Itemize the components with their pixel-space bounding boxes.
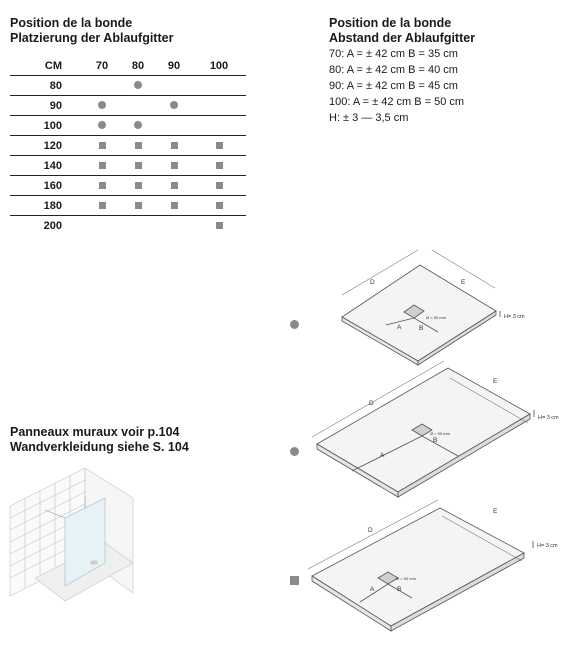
label-e: E (493, 378, 498, 385)
left-title-line2: Platzierung der Ablaufgitter (10, 31, 174, 45)
square-icon (171, 162, 178, 169)
right-title-line2: Abstand der Ablaufgitter (329, 31, 476, 45)
square-icon (216, 162, 223, 169)
square-icon (99, 202, 106, 209)
label-d: D (368, 527, 373, 534)
table-body (10, 76, 246, 236)
row-label: 90 (10, 96, 84, 116)
spec-70: 70: A = ± 42 cm B = 35 cm (329, 48, 458, 60)
table-cell (120, 116, 156, 136)
square-icon (216, 142, 223, 149)
label-e: E (493, 508, 498, 515)
table-cell (120, 196, 156, 216)
spec-80: 80: A = ± 42 cm B = 40 cm (329, 64, 458, 76)
panels-note-line2: Wandverkleidung siehe S. 104 (10, 440, 189, 454)
row-label: 100 (10, 116, 84, 136)
table-cell (192, 156, 246, 176)
table-cell (84, 176, 120, 196)
label-a: A (380, 452, 385, 459)
left-title-line1: Position de la bonde (10, 16, 133, 30)
placement-table (10, 56, 246, 235)
table-cell (120, 96, 156, 116)
table-cell (192, 216, 246, 236)
right-title-line1: Position de la bonde (329, 16, 452, 30)
square-icon (135, 182, 142, 189)
label-b: B (433, 437, 438, 444)
table-row (10, 156, 246, 176)
label-a: A (397, 324, 402, 331)
square-icon (135, 142, 142, 149)
row-label: 120 (10, 136, 84, 156)
legend-dot-icon (290, 320, 299, 329)
dot-icon (134, 81, 142, 89)
spec-90: 90: A = ± 42 cm B = 45 cm (329, 80, 458, 92)
label-drain: Ø = 90 mm (430, 431, 450, 436)
table-row (10, 116, 246, 136)
dot-icon (98, 121, 106, 129)
label-height: H= 3 cm (504, 314, 525, 320)
square-icon (171, 202, 178, 209)
row-label: 80 (10, 76, 84, 96)
row-label: 140 (10, 156, 84, 176)
table-row (10, 136, 246, 156)
table-cell (120, 156, 156, 176)
table-cell (192, 176, 246, 196)
table-header-row (10, 56, 246, 76)
legend-square-icon (290, 576, 299, 585)
table-row (10, 76, 246, 96)
table-cell (156, 96, 192, 116)
table-cell (156, 156, 192, 176)
table-cell (84, 116, 120, 136)
table-row (10, 176, 246, 196)
square-icon (216, 202, 223, 209)
table-row (10, 216, 246, 236)
dot-icon (98, 101, 106, 109)
table-cell (192, 76, 246, 96)
left-title (10, 16, 173, 46)
table-cell (156, 76, 192, 96)
spec-100: 100: A = ± 42 cm B = 50 cm (329, 96, 465, 108)
table-corner: CM (10, 56, 84, 76)
table-cell (156, 216, 192, 236)
square-icon (135, 202, 142, 209)
table-cell (84, 196, 120, 216)
label-d: D (370, 279, 375, 286)
label-height: H= 3 cm (538, 415, 559, 421)
table-cell (156, 196, 192, 216)
square-icon (99, 182, 106, 189)
row-label: 200 (10, 216, 84, 236)
table-cell (192, 96, 246, 116)
table-row (10, 96, 246, 116)
table-cell (84, 136, 120, 156)
row-label: 180 (10, 196, 84, 216)
tray-diagrams (300, 250, 583, 646)
column-header: 100 (192, 56, 246, 76)
table-cell (84, 156, 120, 176)
table-cell (192, 196, 246, 216)
column-header: 80 (120, 56, 156, 76)
legend-dot-icon (290, 447, 299, 456)
table-cell (120, 176, 156, 196)
row-label: 160 (10, 176, 84, 196)
label-drain: Ø = 90 mm (426, 315, 446, 320)
spec-list (329, 46, 475, 126)
label-e: E (461, 279, 466, 286)
dot-icon (134, 121, 142, 129)
square-icon (216, 182, 223, 189)
label-b: B (419, 325, 424, 332)
label-b: B (397, 586, 402, 593)
table-cell (120, 136, 156, 156)
square-icon (99, 142, 106, 149)
tray-diagram-small (342, 250, 496, 365)
table-cell (84, 96, 120, 116)
table-cell (192, 116, 246, 136)
label-d: D (369, 400, 374, 407)
panels-note (10, 425, 189, 455)
table-cell (192, 136, 246, 156)
table-cell (156, 176, 192, 196)
dot-icon (170, 101, 178, 109)
square-icon (135, 162, 142, 169)
square-icon (171, 142, 178, 149)
tray-diagram-large (308, 500, 524, 631)
square-icon (216, 222, 223, 229)
right-header (329, 16, 475, 126)
table-cell (120, 76, 156, 96)
spec-height: H: ± 3 — 3,5 cm (329, 112, 409, 124)
square-icon (99, 162, 106, 169)
table-cell (156, 116, 192, 136)
table-cell (84, 216, 120, 236)
table-cell (84, 76, 120, 96)
table-cell (120, 216, 156, 236)
label-height: H= 3 cm (537, 543, 558, 549)
column-header: 90 (156, 56, 192, 76)
label-a: A (370, 586, 375, 593)
table-cell (156, 136, 192, 156)
table-row (10, 196, 246, 216)
panels-note-line1: Panneaux muraux voir p.104 (10, 425, 180, 439)
shower-enclosure-illustration (5, 468, 140, 613)
square-icon (171, 182, 178, 189)
label-drain: Ø = 90 mm (396, 576, 416, 581)
column-header: 70 (84, 56, 120, 76)
